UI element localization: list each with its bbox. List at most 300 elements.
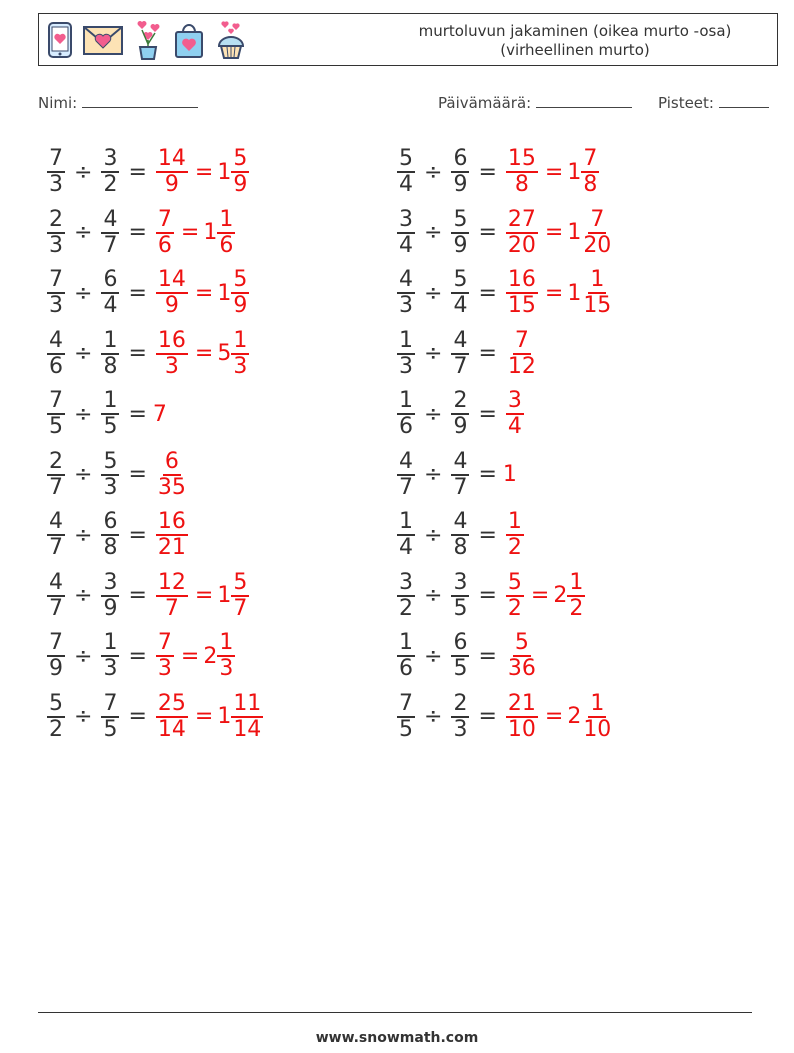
dividend-fraction xyxy=(397,329,415,379)
answer-fraction-denominator: 6 xyxy=(157,232,172,258)
divisor-fraction-numerator: 4 xyxy=(453,327,468,353)
dividend-fraction-denominator: 7 xyxy=(49,474,63,500)
dividend-fraction-denominator: 6 xyxy=(399,656,413,681)
answer-fraction-denominator: 12 xyxy=(507,353,536,379)
envelope-heart-icon xyxy=(83,24,123,56)
divisor-fraction-denominator: 9 xyxy=(453,414,468,439)
answer-fraction-denominator: 8 xyxy=(514,172,529,197)
answer-fraction xyxy=(506,571,524,621)
problem-item xyxy=(44,626,238,686)
mixed-fraction xyxy=(217,631,235,681)
divide-sign: ÷ xyxy=(74,522,93,548)
dividend-fraction-numerator: 7 xyxy=(49,146,63,171)
divisor-fraction xyxy=(451,268,469,318)
answer-fraction-numerator: 7 xyxy=(157,630,172,655)
divisor-fraction-denominator: 2 xyxy=(103,172,118,197)
answer xyxy=(153,692,266,742)
answer xyxy=(153,450,191,500)
answer-fraction-denominator: 4 xyxy=(507,414,522,439)
divisor-fraction xyxy=(451,510,469,560)
mixed-whole: 1 xyxy=(217,280,232,306)
answer-fraction-numerator: 14 xyxy=(157,146,186,171)
divisor-fraction-numerator: 3 xyxy=(453,569,468,595)
dividend-fraction xyxy=(397,450,415,500)
equals-sign: = xyxy=(128,704,147,729)
date-field[interactable] xyxy=(438,93,632,112)
mixed-fraction-numerator: 7 xyxy=(583,146,598,171)
mixed-fraction-numerator: 1 xyxy=(219,630,234,655)
answer-equals-sign: = xyxy=(194,341,214,366)
mixed-fraction-numerator: 1 xyxy=(590,690,605,716)
answer-fraction-numerator: 14 xyxy=(157,267,186,292)
equals-sign: = xyxy=(128,159,147,185)
answer-fraction xyxy=(506,692,538,742)
mixed-whole: 2 xyxy=(203,643,218,669)
dividend-fraction-denominator: 4 xyxy=(399,172,413,197)
mixed-fraction-numerator: 11 xyxy=(233,690,262,716)
answer-fraction-denominator: 15 xyxy=(507,293,536,318)
dividend-fraction-numerator: 1 xyxy=(399,388,413,413)
mixed-whole: 1 xyxy=(217,583,232,608)
dividend-fraction-denominator: 7 xyxy=(49,595,63,621)
date-blank[interactable] xyxy=(536,93,632,108)
answer xyxy=(503,389,527,439)
problem-item xyxy=(394,263,616,323)
answer-fraction-denominator: 14 xyxy=(157,716,186,742)
dividend-fraction xyxy=(47,450,65,500)
mixed-fraction xyxy=(231,692,263,742)
dividend-fraction xyxy=(47,147,65,197)
dividend-fraction xyxy=(397,510,415,560)
date-label: Päivämäärä: xyxy=(438,94,532,112)
divisor-fraction-numerator: 6 xyxy=(453,146,468,171)
dividend-fraction xyxy=(397,389,415,439)
answer-equals-sign: = xyxy=(194,280,214,306)
problem-item xyxy=(44,142,252,202)
divisor-fraction xyxy=(451,450,469,500)
divisor-fraction xyxy=(451,147,469,197)
dividend-fraction xyxy=(47,631,65,681)
divisor-fraction xyxy=(101,329,119,379)
answer xyxy=(153,571,252,621)
problem-item xyxy=(394,505,527,565)
score-field[interactable] xyxy=(658,93,769,112)
dividend-fraction-numerator: 1 xyxy=(399,327,413,353)
divide-sign: ÷ xyxy=(74,341,93,366)
answer-fraction-numerator: 25 xyxy=(157,690,186,716)
mixed-fraction-numerator: 5 xyxy=(233,569,248,595)
answer-fraction-denominator: 2 xyxy=(507,595,522,621)
answer-fraction-numerator: 7 xyxy=(514,327,529,353)
mixed-fraction-denominator: 20 xyxy=(583,232,612,258)
equals-sign: = xyxy=(478,522,497,548)
name-field[interactable] xyxy=(38,93,198,112)
mixed-fraction-numerator: 1 xyxy=(233,327,248,353)
answer-fraction-denominator: 10 xyxy=(507,716,536,742)
dividend-fraction-denominator: 6 xyxy=(399,414,413,439)
divisor-fraction-denominator: 5 xyxy=(103,414,118,439)
divisor-fraction xyxy=(101,147,119,197)
dividend-fraction-numerator: 4 xyxy=(49,569,63,595)
divisor-fraction-denominator: 7 xyxy=(453,353,468,379)
divisor-fraction xyxy=(451,571,469,621)
divide-sign: ÷ xyxy=(424,583,443,608)
dividend-fraction-numerator: 5 xyxy=(399,146,413,171)
mixed-fraction xyxy=(231,268,249,318)
divisor-fraction-numerator: 2 xyxy=(453,690,468,716)
dividend-fraction-denominator: 3 xyxy=(399,293,413,318)
problem-item xyxy=(44,263,252,323)
divisor-fraction-denominator: 9 xyxy=(103,595,118,621)
answer-fraction-numerator: 15 xyxy=(507,146,536,171)
dividend-fraction-denominator: 6 xyxy=(49,353,63,379)
answer-fraction-numerator: 27 xyxy=(507,206,536,232)
mixed-fraction xyxy=(581,147,599,197)
divisor-fraction-numerator: 6 xyxy=(103,509,118,534)
mixed-fraction-denominator: 15 xyxy=(583,293,612,318)
answer-equals-sign: = xyxy=(544,704,564,729)
answer-fraction-numerator: 16 xyxy=(507,267,536,292)
mixed-fraction xyxy=(581,692,613,742)
divisor-fraction-denominator: 5 xyxy=(453,595,468,621)
dividend-fraction-numerator: 4 xyxy=(49,327,63,353)
problem-item xyxy=(394,324,541,384)
dividend-fraction xyxy=(397,208,415,258)
dividend-fraction-denominator: 4 xyxy=(399,535,413,560)
problem-item xyxy=(394,142,602,202)
dividend-fraction-denominator: 4 xyxy=(399,232,413,258)
divisor-fraction xyxy=(101,510,119,560)
answer-fraction xyxy=(506,147,538,197)
dividend-fraction-numerator: 3 xyxy=(399,569,413,595)
divide-sign: ÷ xyxy=(424,462,443,487)
mixed-fraction-numerator: 5 xyxy=(233,267,248,292)
score-label: Pisteet: xyxy=(658,94,714,112)
answer-whole: 7 xyxy=(152,401,167,427)
dividend-fraction xyxy=(47,208,65,258)
dividend-fraction xyxy=(47,268,65,318)
answer xyxy=(503,462,517,487)
mixed-whole: 1 xyxy=(567,159,582,185)
answer-fraction-numerator: 16 xyxy=(157,327,186,353)
answer-fraction-denominator: 9 xyxy=(164,293,179,318)
answer-fraction xyxy=(506,510,524,560)
dividend-fraction-numerator: 1 xyxy=(399,509,413,534)
answer-fraction xyxy=(156,147,188,197)
divisor-fraction xyxy=(451,631,469,681)
mixed-fraction xyxy=(581,268,613,318)
name-label: Nimi: xyxy=(38,94,78,112)
mixed-fraction xyxy=(581,208,613,258)
divisor-fraction-numerator: 5 xyxy=(453,267,468,292)
dividend-fraction-numerator: 4 xyxy=(49,509,63,534)
title-line-2: (virheellinen murto) xyxy=(500,41,650,59)
answer-equals-sign: = xyxy=(194,704,214,729)
shopping-bag-heart-icon xyxy=(173,21,205,59)
dividend-fraction-denominator: 3 xyxy=(49,293,63,318)
problem-item xyxy=(394,384,527,444)
equals-sign: = xyxy=(478,341,497,366)
mixed-whole: 2 xyxy=(567,704,582,729)
mixed-fraction xyxy=(231,571,249,621)
answer-equals-sign: = xyxy=(180,220,200,245)
mixed-fraction xyxy=(231,147,249,197)
answer xyxy=(153,510,191,560)
problem-item xyxy=(44,687,266,747)
mixed-fraction-numerator: 1 xyxy=(569,569,584,595)
dividend-fraction-denominator: 3 xyxy=(399,353,413,379)
mixed-fraction-denominator: 9 xyxy=(233,293,248,318)
answer-fraction xyxy=(156,208,174,258)
dividend-fraction-numerator: 7 xyxy=(49,267,63,292)
answer-fraction-denominator: 20 xyxy=(507,232,536,258)
divide-sign: ÷ xyxy=(424,280,443,306)
divisor-fraction-numerator: 4 xyxy=(453,509,468,534)
answer-fraction xyxy=(156,571,188,621)
problem-item xyxy=(394,687,616,747)
answer-equals-sign: = xyxy=(530,583,550,608)
answer-fraction xyxy=(506,208,538,258)
divisor-fraction-numerator: 1 xyxy=(103,327,118,353)
equals-sign: = xyxy=(128,220,147,245)
dividend-fraction xyxy=(47,329,65,379)
footer-url: www.snowmath.com xyxy=(315,1030,479,1046)
equals-sign: = xyxy=(478,220,497,245)
answer xyxy=(153,208,238,258)
dividend-fraction xyxy=(397,692,415,742)
divisor-fraction-denominator: 7 xyxy=(103,232,118,258)
problem-item xyxy=(394,203,616,263)
divisor-fraction-numerator: 7 xyxy=(103,690,118,716)
divide-sign: ÷ xyxy=(424,643,443,669)
divide-sign: ÷ xyxy=(74,220,93,245)
dividend-fraction xyxy=(397,571,415,621)
mixed-fraction-numerator: 5 xyxy=(233,146,248,171)
divisor-fraction-numerator: 1 xyxy=(103,388,118,413)
dividend-fraction-denominator: 5 xyxy=(399,716,413,742)
divisor-fraction xyxy=(451,329,469,379)
answer-fraction-denominator: 3 xyxy=(157,656,172,681)
dividend-fraction-numerator: 4 xyxy=(399,448,413,474)
dividend-fraction-numerator: 7 xyxy=(49,630,63,655)
mixed-fraction-denominator: 6 xyxy=(219,232,234,258)
mixed-whole: 2 xyxy=(553,583,568,608)
dividend-fraction-numerator: 7 xyxy=(399,690,413,716)
divisor-fraction xyxy=(101,450,119,500)
divisor-fraction-denominator: 4 xyxy=(453,293,468,318)
equals-sign: = xyxy=(128,522,147,548)
answer-equals-sign: = xyxy=(544,280,564,306)
dividend-fraction-denominator: 7 xyxy=(399,474,413,500)
dividend-fraction-numerator: 2 xyxy=(49,206,63,232)
divisor-fraction-numerator: 5 xyxy=(103,448,118,474)
divisor-fraction-numerator: 2 xyxy=(453,388,468,413)
divisor-fraction-denominator: 3 xyxy=(103,474,118,500)
answer xyxy=(503,268,616,318)
mixed-fraction-denominator: 2 xyxy=(569,595,584,621)
answer xyxy=(503,510,527,560)
mixed-fraction-denominator: 3 xyxy=(219,656,234,681)
dividend-fraction-numerator: 5 xyxy=(49,690,63,716)
mixed-fraction xyxy=(231,329,249,379)
answer-fraction xyxy=(156,692,188,742)
potted-hearts-icon xyxy=(133,20,163,60)
equals-sign: = xyxy=(128,341,147,366)
mixed-fraction-denominator: 8 xyxy=(583,172,598,197)
problem-item xyxy=(44,566,252,626)
divisor-fraction xyxy=(101,631,119,681)
divisor-fraction-numerator: 5 xyxy=(453,206,468,232)
answer xyxy=(153,631,238,681)
divisor-fraction-denominator: 9 xyxy=(453,232,468,258)
dividend-fraction-numerator: 1 xyxy=(399,630,413,655)
answer xyxy=(153,147,252,197)
answer-fraction-numerator: 1 xyxy=(507,509,522,534)
dividend-fraction xyxy=(47,692,65,742)
answer xyxy=(153,268,252,318)
dividend-fraction-denominator: 5 xyxy=(49,414,63,439)
dividend-fraction xyxy=(397,147,415,197)
divisor-fraction-numerator: 6 xyxy=(103,267,118,292)
answer-equals-sign: = xyxy=(544,159,564,185)
mixed-fraction xyxy=(217,208,235,258)
answer-fraction-numerator: 12 xyxy=(157,569,186,595)
dividend-fraction-denominator: 9 xyxy=(49,656,63,681)
mixed-fraction-denominator: 14 xyxy=(233,716,262,742)
name-blank[interactable] xyxy=(82,93,198,108)
divisor-fraction-denominator: 7 xyxy=(453,474,468,500)
answer-fraction-numerator: 5 xyxy=(507,569,522,595)
problem-item xyxy=(44,324,252,384)
mixed-fraction-denominator: 7 xyxy=(233,595,248,621)
divisor-fraction-numerator: 6 xyxy=(453,630,468,655)
phone-heart-icon xyxy=(47,22,73,58)
answer-equals-sign: = xyxy=(544,220,564,245)
problem-item xyxy=(44,445,191,505)
answer-fraction xyxy=(506,631,538,681)
answer-equals-sign: = xyxy=(194,583,214,608)
divide-sign: ÷ xyxy=(74,159,93,185)
answer-fraction xyxy=(156,510,188,560)
dividend-fraction-denominator: 2 xyxy=(49,716,63,742)
dividend-fraction-denominator: 3 xyxy=(49,232,63,258)
dividend-fraction-numerator: 7 xyxy=(49,388,63,413)
dividend-fraction-numerator: 4 xyxy=(399,267,413,292)
mixed-whole: 1 xyxy=(217,159,232,185)
worksheet-title xyxy=(395,22,755,60)
mixed-fraction-denominator: 9 xyxy=(233,172,248,197)
mixed-fraction xyxy=(567,571,585,621)
equals-sign: = xyxy=(478,462,497,487)
problem-item xyxy=(394,445,517,505)
divide-sign: ÷ xyxy=(74,704,93,729)
equals-sign: = xyxy=(128,643,147,669)
divide-sign: ÷ xyxy=(424,522,443,548)
dividend-fraction xyxy=(47,571,65,621)
divide-sign: ÷ xyxy=(424,341,443,366)
problem-item xyxy=(44,203,238,263)
mixed-whole: 1 xyxy=(567,220,582,245)
problem-item xyxy=(394,626,541,686)
answer-fraction-denominator: 3 xyxy=(164,353,179,379)
title-line-1: murtoluvun jakaminen (oikea murto -osa) xyxy=(418,22,732,40)
equals-sign: = xyxy=(478,401,497,427)
answer xyxy=(503,329,541,379)
divisor-fraction-denominator: 9 xyxy=(453,172,468,197)
answer-fraction-numerator: 21 xyxy=(507,690,536,716)
answer-fraction-numerator: 16 xyxy=(157,509,186,534)
answer-fraction-denominator: 2 xyxy=(507,535,522,560)
divide-sign: ÷ xyxy=(424,401,443,427)
divisor-fraction-denominator: 8 xyxy=(103,353,118,379)
answer-fraction-numerator: 6 xyxy=(164,448,179,474)
mixed-fraction-numerator: 1 xyxy=(219,206,234,232)
problem-item xyxy=(44,384,167,444)
divisor-fraction xyxy=(101,571,119,621)
equals-sign: = xyxy=(128,401,147,427)
answer xyxy=(503,631,541,681)
divide-sign: ÷ xyxy=(74,462,93,487)
mixed-whole: 1 xyxy=(203,220,218,245)
divisor-fraction-numerator: 3 xyxy=(103,569,118,595)
answer xyxy=(503,208,616,258)
answer-fraction-denominator: 35 xyxy=(157,474,186,500)
mixed-fraction-numerator: 1 xyxy=(590,267,605,292)
divide-sign: ÷ xyxy=(424,704,443,729)
header-icons xyxy=(47,19,247,61)
answer-fraction xyxy=(156,450,188,500)
answer xyxy=(153,402,167,427)
answer xyxy=(503,147,602,197)
footer-divider xyxy=(38,1012,752,1013)
equals-sign: = xyxy=(478,280,497,306)
score-blank[interactable] xyxy=(719,93,769,108)
divisor-fraction-denominator: 8 xyxy=(453,535,468,560)
divide-sign: ÷ xyxy=(424,159,443,185)
mixed-fraction-denominator: 3 xyxy=(233,353,248,379)
divisor-fraction-denominator: 8 xyxy=(103,535,118,560)
dividend-fraction-denominator: 2 xyxy=(399,595,413,621)
divide-sign: ÷ xyxy=(74,280,93,306)
dividend-fraction xyxy=(47,389,65,439)
divisor-fraction xyxy=(451,208,469,258)
equals-sign: = xyxy=(128,583,147,608)
divide-sign: ÷ xyxy=(424,220,443,245)
answer xyxy=(503,692,616,742)
answer-fraction-denominator: 7 xyxy=(164,595,179,621)
answer xyxy=(153,329,252,379)
divisor-fraction xyxy=(101,208,119,258)
divisor-fraction xyxy=(101,692,119,742)
divisor-fraction xyxy=(101,268,119,318)
divisor-fraction-denominator: 5 xyxy=(103,716,118,742)
answer-equals-sign: = xyxy=(180,643,200,669)
answer-fraction xyxy=(506,268,538,318)
answer-fraction xyxy=(156,329,188,379)
dividend-fraction xyxy=(397,268,415,318)
answer-fraction xyxy=(156,268,188,318)
problem-item xyxy=(44,505,191,565)
answer xyxy=(503,571,588,621)
dividend-fraction-numerator: 3 xyxy=(399,206,413,232)
equals-sign: = xyxy=(478,643,497,669)
mixed-fraction-numerator: 7 xyxy=(590,206,605,232)
equals-sign: = xyxy=(478,159,497,185)
dividend-fraction-denominator: 7 xyxy=(49,535,63,560)
answer-fraction-numerator: 3 xyxy=(507,388,522,413)
answer-fraction xyxy=(156,631,174,681)
divisor-fraction-denominator: 3 xyxy=(103,656,118,681)
